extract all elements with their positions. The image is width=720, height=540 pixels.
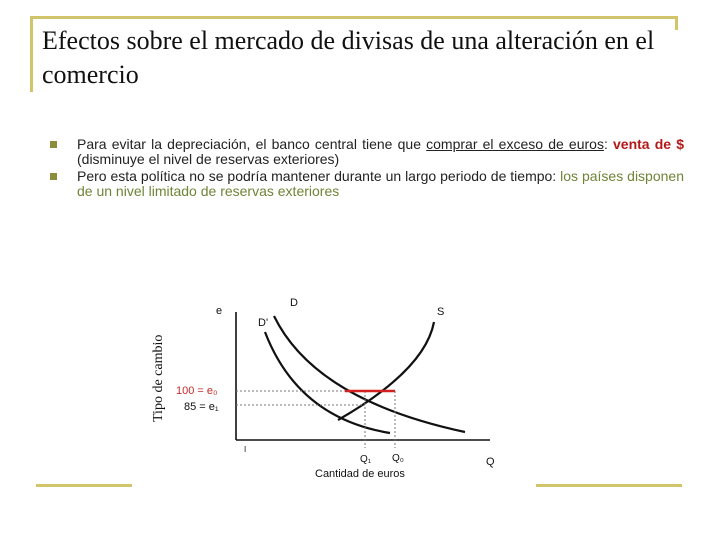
- bullet-2-text: Pero esta política no se podría mantener durante un largo periodo de tiempo:: [77, 168, 561, 184]
- demand-label: D: [290, 297, 298, 309]
- bottom-right-line: [536, 484, 682, 487]
- bullet-1-text-end: (disminuye el nivel de reservas exteriores): [77, 151, 340, 167]
- bullet-2-highlight: los países disponen de un nivel limitado de reservas exteriores: [77, 168, 684, 199]
- demand-shifted-label: D': [258, 317, 269, 329]
- bullet-item-1: [50, 137, 684, 167]
- x-axis-symbol: Q: [486, 456, 495, 468]
- x-axis-title: Cantidad de euros: [315, 468, 405, 480]
- bullet-1-underlined: comprar el exceso de euros: [426, 136, 604, 152]
- frame-left-line: [30, 16, 33, 92]
- demand-curve-d-shifted: [265, 332, 390, 433]
- bullet-1-emphasis: venta de $: [613, 136, 685, 152]
- origin-label: I: [244, 445, 247, 454]
- supply-label: S: [437, 306, 445, 318]
- q0-label: Q₀: [392, 453, 404, 464]
- bullet-square-icon: [50, 173, 57, 180]
- y-axis-title: Tipo de cambio: [151, 334, 166, 422]
- bullet-1-text: Para evitar la depreciación, el banco central tiene que: [77, 136, 427, 152]
- frame-top-line: [30, 16, 678, 19]
- bottom-left-line: [36, 484, 132, 487]
- e1-label: 85 = e₁: [184, 401, 219, 413]
- demand-curve-d: [274, 316, 465, 432]
- bullet-list: [50, 137, 684, 201]
- e0-label: 100 = e₀: [176, 385, 218, 397]
- y-axis-symbol: e: [216, 305, 223, 317]
- frame-right-line: [675, 16, 678, 30]
- fx-market-diagram: [140, 290, 510, 485]
- slide-title: Efectos sobre el mercado de divisas de una alteración en el comercio: [42, 26, 655, 89]
- bullet-item-2: [50, 169, 684, 199]
- bullet-1-separator: :: [603, 136, 613, 152]
- bullet-square-icon: [50, 141, 57, 148]
- q1-label: Q₁: [360, 454, 372, 465]
